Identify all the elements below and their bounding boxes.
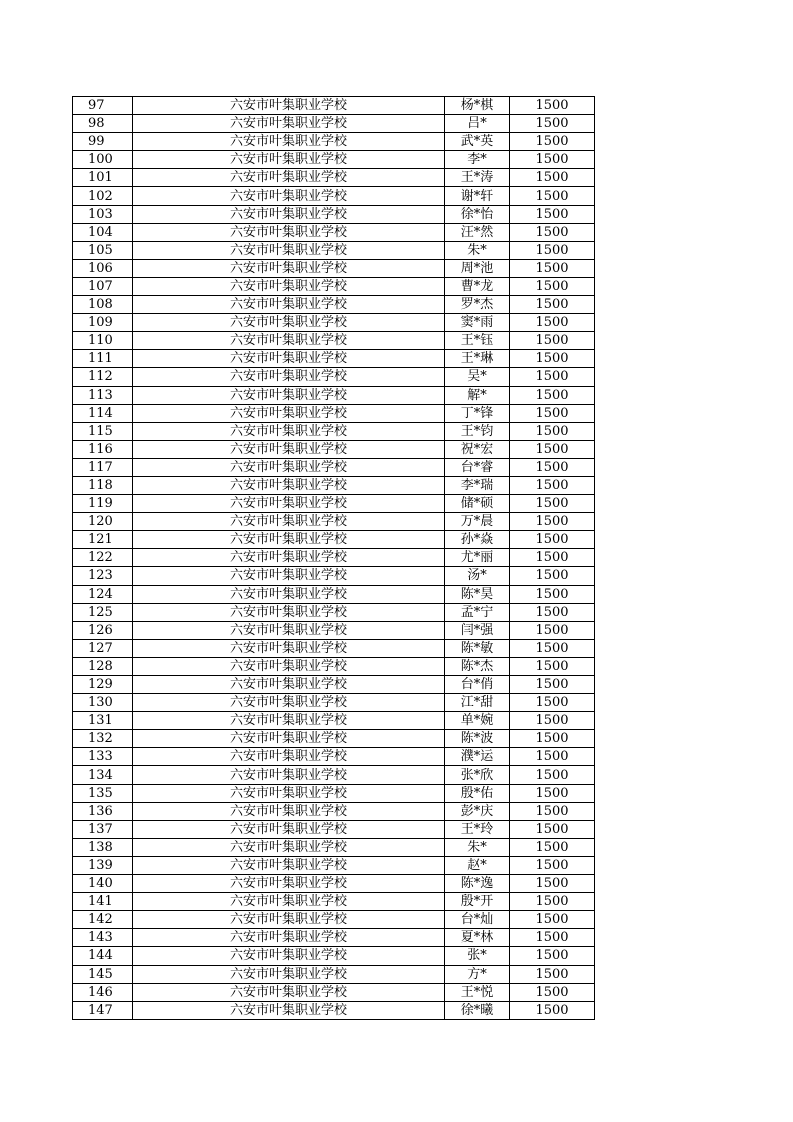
amount-cell: 1500 (510, 277, 595, 295)
school-name-cell: 六安市叶集职业学校 (133, 766, 445, 784)
amount-cell: 1500 (510, 332, 595, 350)
row-number-cell: 113 (73, 386, 133, 404)
school-name-cell: 六安市叶集职业学校 (133, 1001, 445, 1019)
table-row (73, 169, 595, 187)
student-name-cell: 闫*强 (445, 621, 510, 639)
student-name-cell: 解* (445, 386, 510, 404)
student-name-cell: 陈*昊 (445, 585, 510, 603)
school-name-cell: 六安市叶集职业学校 (133, 513, 445, 531)
table-row (73, 657, 595, 675)
student-name-cell: 方* (445, 965, 510, 983)
school-name-cell: 六安市叶集职业学校 (133, 169, 445, 187)
row-number-cell: 110 (73, 332, 133, 350)
amount-cell: 1500 (510, 458, 595, 476)
table-row (73, 296, 595, 314)
student-name-cell: 张* (445, 947, 510, 965)
amount-cell: 1500 (510, 603, 595, 621)
student-name-cell: 殷*佑 (445, 784, 510, 802)
row-number-cell: 120 (73, 513, 133, 531)
row-number-cell: 115 (73, 422, 133, 440)
table-row (73, 621, 595, 639)
school-name-cell: 六安市叶集职业学校 (133, 495, 445, 513)
school-name-cell: 六安市叶集职业学校 (133, 386, 445, 404)
student-name-cell: 王*钧 (445, 422, 510, 440)
table-row (73, 187, 595, 205)
table-row (73, 676, 595, 694)
school-name-cell: 六安市叶集职业学校 (133, 115, 445, 133)
table-row (73, 585, 595, 603)
student-name-cell: 汪*然 (445, 223, 510, 241)
row-number-cell: 111 (73, 350, 133, 368)
row-number-cell: 124 (73, 585, 133, 603)
table-row (73, 820, 595, 838)
table-row (73, 802, 595, 820)
school-name-cell: 六安市叶集职业学校 (133, 639, 445, 657)
row-number-cell: 143 (73, 929, 133, 947)
school-name-cell: 六安市叶集职业学校 (133, 730, 445, 748)
amount-cell: 1500 (510, 875, 595, 893)
amount-cell: 1500 (510, 784, 595, 802)
row-number-cell: 105 (73, 241, 133, 259)
amount-cell: 1500 (510, 314, 595, 332)
amount-cell: 1500 (510, 513, 595, 531)
amount-cell: 1500 (510, 259, 595, 277)
row-number-cell: 107 (73, 277, 133, 295)
row-number-cell: 136 (73, 802, 133, 820)
student-name-cell: 王*悦 (445, 983, 510, 1001)
amount-cell: 1500 (510, 748, 595, 766)
amount-cell: 1500 (510, 133, 595, 151)
school-name-cell: 六安市叶集职业学校 (133, 603, 445, 621)
table-row (73, 386, 595, 404)
table-row (73, 277, 595, 295)
table-row (73, 784, 595, 802)
amount-cell: 1500 (510, 730, 595, 748)
amount-cell: 1500 (510, 621, 595, 639)
row-number-cell: 142 (73, 911, 133, 929)
school-name-cell: 六安市叶集职业学校 (133, 676, 445, 694)
row-number-cell: 103 (73, 205, 133, 223)
row-number-cell: 118 (73, 476, 133, 494)
table-row (73, 115, 595, 133)
amount-cell: 1500 (510, 350, 595, 368)
table-row (73, 368, 595, 386)
school-name-cell: 六安市叶集职业学校 (133, 856, 445, 874)
table-row (73, 350, 595, 368)
student-name-cell: 濮*运 (445, 748, 510, 766)
student-name-cell: 朱* (445, 838, 510, 856)
student-name-cell: 台*睿 (445, 458, 510, 476)
table-row (73, 694, 595, 712)
school-name-cell: 六安市叶集职业学校 (133, 133, 445, 151)
table-row (73, 223, 595, 241)
student-name-cell: 李*瑞 (445, 476, 510, 494)
student-name-cell: 孟*宁 (445, 603, 510, 621)
table-row (73, 495, 595, 513)
amount-cell: 1500 (510, 495, 595, 513)
school-name-cell: 六安市叶集职业学校 (133, 277, 445, 295)
row-number-cell: 108 (73, 296, 133, 314)
row-number-cell: 137 (73, 820, 133, 838)
student-name-cell: 江*甜 (445, 694, 510, 712)
amount-cell: 1500 (510, 983, 595, 1001)
student-name-cell: 武*英 (445, 133, 510, 151)
row-number-cell: 101 (73, 169, 133, 187)
table-row (73, 151, 595, 169)
school-name-cell: 六安市叶集职业学校 (133, 712, 445, 730)
table-row (73, 205, 595, 223)
student-name-cell: 储*硕 (445, 495, 510, 513)
school-name-cell: 六安市叶集职业学校 (133, 241, 445, 259)
student-name-cell: 朱* (445, 241, 510, 259)
amount-cell: 1500 (510, 893, 595, 911)
student-name-cell: 陈*波 (445, 730, 510, 748)
amount-cell: 1500 (510, 531, 595, 549)
row-number-cell: 104 (73, 223, 133, 241)
student-name-cell: 吴* (445, 368, 510, 386)
student-name-cell: 台*俏 (445, 676, 510, 694)
school-name-cell: 六安市叶集职业学校 (133, 531, 445, 549)
amount-cell: 1500 (510, 549, 595, 567)
row-number-cell: 99 (73, 133, 133, 151)
amount-cell: 1500 (510, 1001, 595, 1019)
amount-cell: 1500 (510, 422, 595, 440)
student-name-cell: 陈*杰 (445, 657, 510, 675)
table-row (73, 458, 595, 476)
school-name-cell: 六安市叶集职业学校 (133, 187, 445, 205)
school-name-cell: 六安市叶集职业学校 (133, 567, 445, 585)
table-row (73, 947, 595, 965)
student-name-cell: 徐*曦 (445, 1001, 510, 1019)
amount-cell: 1500 (510, 911, 595, 929)
row-number-cell: 131 (73, 712, 133, 730)
row-number-cell: 147 (73, 1001, 133, 1019)
table-row (73, 983, 595, 1001)
school-name-cell: 六安市叶集职业学校 (133, 205, 445, 223)
amount-cell: 1500 (510, 802, 595, 820)
amount-cell: 1500 (510, 115, 595, 133)
amount-cell: 1500 (510, 368, 595, 386)
school-name-cell: 六安市叶集职业学校 (133, 965, 445, 983)
table-row (73, 513, 595, 531)
amount-cell: 1500 (510, 187, 595, 205)
row-number-cell: 100 (73, 151, 133, 169)
school-name-cell: 六安市叶集职业学校 (133, 151, 445, 169)
row-number-cell: 125 (73, 603, 133, 621)
table-row (73, 133, 595, 151)
row-number-cell: 97 (73, 97, 133, 115)
student-name-cell: 丁*锋 (445, 404, 510, 422)
table-row (73, 314, 595, 332)
amount-cell: 1500 (510, 169, 595, 187)
student-name-cell: 曹*龙 (445, 277, 510, 295)
school-name-cell: 六安市叶集职业学校 (133, 657, 445, 675)
student-name-cell: 祝*宏 (445, 440, 510, 458)
student-name-cell: 谢*轩 (445, 187, 510, 205)
amount-cell: 1500 (510, 856, 595, 874)
amount-cell: 1500 (510, 965, 595, 983)
student-name-cell: 王*涛 (445, 169, 510, 187)
row-number-cell: 122 (73, 549, 133, 567)
school-name-cell: 六安市叶集职业学校 (133, 549, 445, 567)
row-number-cell: 133 (73, 748, 133, 766)
student-name-cell: 陈*逸 (445, 875, 510, 893)
row-number-cell: 134 (73, 766, 133, 784)
row-number-cell: 144 (73, 947, 133, 965)
row-number-cell: 135 (73, 784, 133, 802)
amount-cell: 1500 (510, 657, 595, 675)
school-name-cell: 六安市叶集职业学校 (133, 947, 445, 965)
student-name-cell: 尤*丽 (445, 549, 510, 567)
amount-cell: 1500 (510, 639, 595, 657)
amount-cell: 1500 (510, 567, 595, 585)
table-row (73, 712, 595, 730)
student-name-cell: 王*玲 (445, 820, 510, 838)
student-name-cell: 台*灿 (445, 911, 510, 929)
school-name-cell: 六安市叶集职业学校 (133, 929, 445, 947)
student-name-cell: 徐*怡 (445, 205, 510, 223)
table-row (73, 639, 595, 657)
table-row (73, 603, 595, 621)
table-row (73, 241, 595, 259)
student-name-cell: 李* (445, 151, 510, 169)
school-name-cell: 六安市叶集职业学校 (133, 314, 445, 332)
row-number-cell: 129 (73, 676, 133, 694)
table-row (73, 911, 595, 929)
row-number-cell: 145 (73, 965, 133, 983)
student-name-cell: 王*琳 (445, 350, 510, 368)
row-number-cell: 116 (73, 440, 133, 458)
table-row (73, 748, 595, 766)
amount-cell: 1500 (510, 585, 595, 603)
table-row (73, 965, 595, 983)
amount-cell: 1500 (510, 151, 595, 169)
amount-cell: 1500 (510, 404, 595, 422)
table-row (73, 766, 595, 784)
row-number-cell: 114 (73, 404, 133, 422)
amount-cell: 1500 (510, 296, 595, 314)
student-name-cell: 杨*棋 (445, 97, 510, 115)
table-row (73, 476, 595, 494)
school-name-cell: 六安市叶集职业学校 (133, 802, 445, 820)
school-name-cell: 六安市叶集职业学校 (133, 404, 445, 422)
row-number-cell: 139 (73, 856, 133, 874)
school-name-cell: 六安市叶集职业学校 (133, 97, 445, 115)
school-name-cell: 六安市叶集职业学校 (133, 875, 445, 893)
school-name-cell: 六安市叶集职业学校 (133, 983, 445, 1001)
table-row (73, 856, 595, 874)
school-name-cell: 六安市叶集职业学校 (133, 694, 445, 712)
table-row (73, 1001, 595, 1019)
data-table (72, 96, 595, 1020)
amount-cell: 1500 (510, 676, 595, 694)
row-number-cell: 146 (73, 983, 133, 1001)
row-number-cell: 141 (73, 893, 133, 911)
school-name-cell: 六安市叶集职业学校 (133, 893, 445, 911)
student-name-cell: 赵* (445, 856, 510, 874)
row-number-cell: 102 (73, 187, 133, 205)
school-name-cell: 六安市叶集职业学校 (133, 350, 445, 368)
row-number-cell: 128 (73, 657, 133, 675)
school-name-cell: 六安市叶集职业学校 (133, 458, 445, 476)
student-name-cell: 彭*庆 (445, 802, 510, 820)
table-row (73, 259, 595, 277)
amount-cell: 1500 (510, 241, 595, 259)
student-name-cell: 单*婉 (445, 712, 510, 730)
row-number-cell: 109 (73, 314, 133, 332)
row-number-cell: 132 (73, 730, 133, 748)
student-name-cell: 窦*雨 (445, 314, 510, 332)
table-row (73, 97, 595, 115)
student-name-cell: 汤* (445, 567, 510, 585)
amount-cell: 1500 (510, 205, 595, 223)
table-row (73, 838, 595, 856)
table-row (73, 893, 595, 911)
student-name-cell: 万*晨 (445, 513, 510, 531)
school-name-cell: 六安市叶集职业学校 (133, 585, 445, 603)
school-name-cell: 六安市叶集职业学校 (133, 621, 445, 639)
amount-cell: 1500 (510, 947, 595, 965)
amount-cell: 1500 (510, 223, 595, 241)
student-name-cell: 王*钰 (445, 332, 510, 350)
row-number-cell: 98 (73, 115, 133, 133)
school-name-cell: 六安市叶集职业学校 (133, 784, 445, 802)
amount-cell: 1500 (510, 820, 595, 838)
amount-cell: 1500 (510, 440, 595, 458)
student-name-cell: 张*欣 (445, 766, 510, 784)
student-name-cell: 殷*开 (445, 893, 510, 911)
table-row (73, 404, 595, 422)
table-row (73, 332, 595, 350)
school-name-cell: 六安市叶集职业学校 (133, 748, 445, 766)
table-row (73, 567, 595, 585)
table-body (73, 97, 595, 1020)
table-row (73, 549, 595, 567)
table-row (73, 929, 595, 947)
row-number-cell: 106 (73, 259, 133, 277)
amount-cell: 1500 (510, 766, 595, 784)
student-name-cell: 罗*杰 (445, 296, 510, 314)
school-name-cell: 六安市叶集职业学校 (133, 440, 445, 458)
school-name-cell: 六安市叶集职业学校 (133, 368, 445, 386)
amount-cell: 1500 (510, 712, 595, 730)
row-number-cell: 119 (73, 495, 133, 513)
student-name-cell: 周*池 (445, 259, 510, 277)
school-name-cell: 六安市叶集职业学校 (133, 820, 445, 838)
row-number-cell: 127 (73, 639, 133, 657)
school-name-cell: 六安市叶集职业学校 (133, 223, 445, 241)
row-number-cell: 126 (73, 621, 133, 639)
school-name-cell: 六安市叶集职业学校 (133, 296, 445, 314)
row-number-cell: 123 (73, 567, 133, 585)
amount-cell: 1500 (510, 694, 595, 712)
amount-cell: 1500 (510, 97, 595, 115)
amount-cell: 1500 (510, 929, 595, 947)
school-name-cell: 六安市叶集职业学校 (133, 476, 445, 494)
row-number-cell: 117 (73, 458, 133, 476)
row-number-cell: 130 (73, 694, 133, 712)
table-row (73, 875, 595, 893)
school-name-cell: 六安市叶集职业学校 (133, 422, 445, 440)
student-name-cell: 吕* (445, 115, 510, 133)
table-row (73, 531, 595, 549)
table-row (73, 440, 595, 458)
amount-cell: 1500 (510, 838, 595, 856)
school-name-cell: 六安市叶集职业学校 (133, 259, 445, 277)
row-number-cell: 140 (73, 875, 133, 893)
student-name-cell: 陈*敏 (445, 639, 510, 657)
amount-cell: 1500 (510, 476, 595, 494)
student-name-cell: 夏*林 (445, 929, 510, 947)
row-number-cell: 112 (73, 368, 133, 386)
row-number-cell: 121 (73, 531, 133, 549)
student-name-cell: 孙*焱 (445, 531, 510, 549)
table-row (73, 422, 595, 440)
school-name-cell: 六安市叶集职业学校 (133, 332, 445, 350)
row-number-cell: 138 (73, 838, 133, 856)
table-row (73, 730, 595, 748)
amount-cell: 1500 (510, 386, 595, 404)
school-name-cell: 六安市叶集职业学校 (133, 911, 445, 929)
school-name-cell: 六安市叶集职业学校 (133, 838, 445, 856)
